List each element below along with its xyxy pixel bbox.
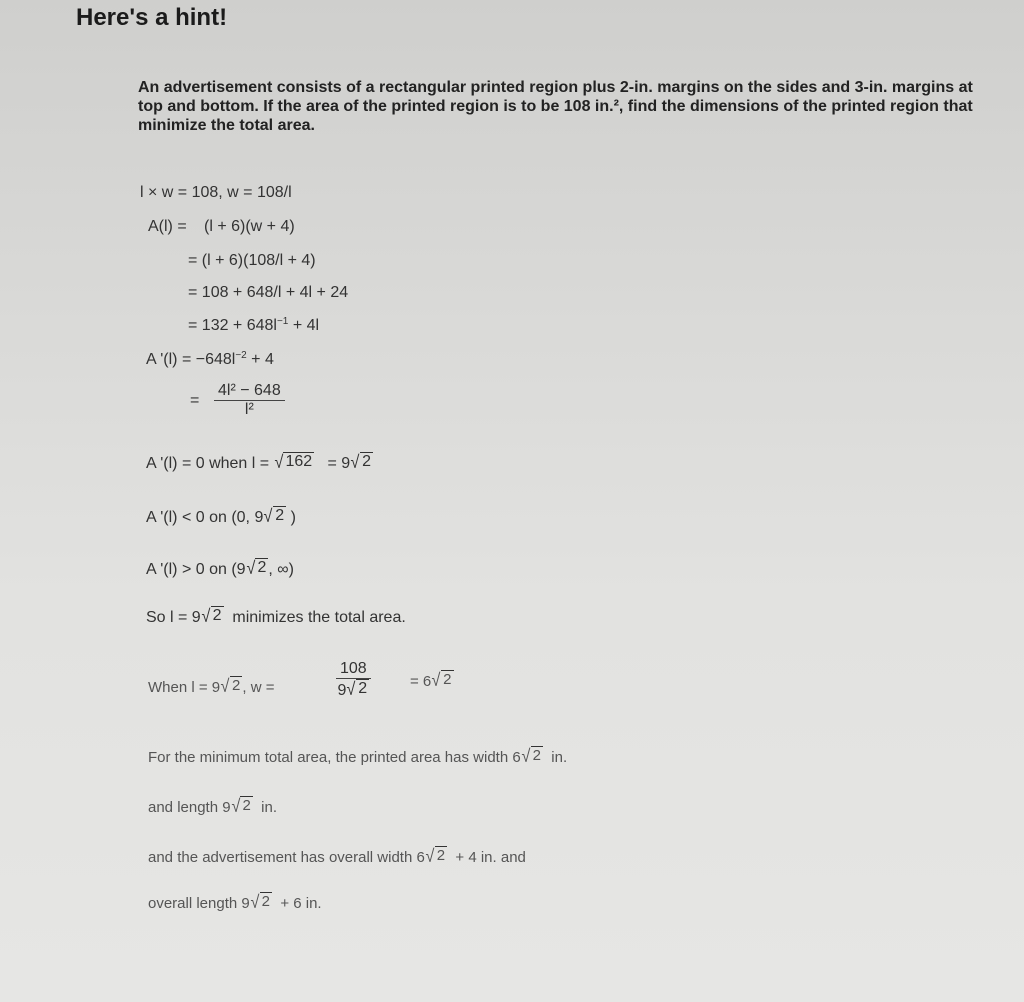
sqrt-2: √ 2 <box>431 670 452 690</box>
sqrt-2-radicand: 2 <box>443 671 452 688</box>
overall-length-part-a: overall length 9 <box>148 895 250 912</box>
sqrt-2-radicand: 2 <box>358 680 368 697</box>
sqrt-2-radicand: 2 <box>242 797 251 814</box>
overall-width-part-b: + 4 in. and <box>455 849 526 866</box>
sqrt-2: √ 2 <box>201 606 222 626</box>
sqrt-2: √ 2 <box>425 846 446 866</box>
sqrt-2: √ 2 <box>521 746 541 766</box>
width-result <box>410 670 454 690</box>
line5-part-b: + 4l <box>288 317 320 334</box>
width-calc-part-a: When l = 9 <box>148 679 221 696</box>
decreasing-part-a: A '(l) < 0 on (0, 9 <box>146 509 264 526</box>
sqrt-2: √ 2 <box>220 676 241 696</box>
sqrt-2: √ 2 <box>263 506 285 526</box>
sqrt-2-radicand: 2 <box>275 507 285 524</box>
derivative-part-b: + 4 <box>246 351 274 368</box>
conclusion-length-part-b: in. <box>261 799 277 816</box>
sqrt-2-radicand: 2 <box>261 893 270 910</box>
overall-width-line <box>148 846 526 866</box>
width-calc-part-b: , w = <box>242 679 275 696</box>
fraction-equals: = <box>190 392 200 409</box>
derivative-numerator: 4l² − 648 <box>214 382 285 401</box>
conclusion-part-b: minimizes the total area. <box>232 609 406 626</box>
sqrt-2-radicand: 2 <box>212 607 222 624</box>
overall-length-part-b: + 6 in. <box>280 895 322 912</box>
sqrt-2-radicand: 2 <box>362 453 371 470</box>
derivative-denominator: l² <box>244 401 254 418</box>
increasing-part-b: , ∞) <box>268 561 294 578</box>
derivative-fraction <box>214 382 285 419</box>
sqrt-2-radicand: 2 <box>436 847 446 864</box>
sqrt-2: √ 2 <box>346 679 368 699</box>
sqrt-2: √ 2 <box>231 796 251 816</box>
conclusion-length-line <box>148 796 277 816</box>
sqrt-2: √ 2 <box>350 452 371 472</box>
width-result-part: = 6 <box>410 673 432 690</box>
conclusion-part-a: So l = 9 <box>146 609 201 626</box>
critical-point-part-b: = 9 <box>327 455 351 472</box>
solution-line-4: = 108 + 648/l + 4l + 24 <box>188 284 349 301</box>
solution-line-5 <box>188 316 319 335</box>
conclusion-width-line <box>148 746 567 766</box>
decreasing-part-b: ) <box>290 509 296 526</box>
area-function-expression: (l + 6)(w + 4) <box>204 218 295 235</box>
conclusion-width-part-a: For the minimum total area, the printed area has width 6 <box>148 749 521 766</box>
increasing-interval-line <box>146 558 294 579</box>
width-denominator-coef: 9 <box>337 682 347 699</box>
derivative-line <box>146 350 274 369</box>
problem-statement: An advertisement consists of a rectangular printed region plus 2-in. margins on the sides and 3-in. margins at top and bottom. If the area of the printed region is to be 108 in.², find the dimensions of the printed region that minimize the total area. <box>138 79 973 134</box>
derivative-exponent: −2 <box>235 350 247 361</box>
solution-line-1: l × w = 108, w = 108/l <box>140 184 292 201</box>
decreasing-interval-line <box>146 506 296 527</box>
width-numerator: 108 <box>336 660 371 679</box>
sqrt-162-radicand: 162 <box>285 453 313 470</box>
line5-exponent: −1 <box>276 316 289 327</box>
width-calc-line <box>148 676 274 696</box>
sqrt-162: √ 162 <box>274 452 313 472</box>
increasing-part-a: A '(l) > 0 on (9 <box>146 561 246 578</box>
line5-part-a: = 132 + 648l <box>188 317 277 334</box>
critical-point-part-a: A '(l) = 0 when l = <box>146 455 270 472</box>
conclusion-length-part-a: and length 9 <box>148 799 231 816</box>
width-denominator <box>336 679 371 700</box>
overall-length-line <box>148 892 322 912</box>
width-fraction <box>336 660 371 700</box>
sqrt-2-radicand: 2 <box>532 747 541 764</box>
critical-point-line <box>146 452 373 473</box>
sqrt-2-radicand: 2 <box>232 677 241 694</box>
derivative-part-a: A '(l) = −648l <box>146 351 236 368</box>
sqrt-2: √ 2 <box>250 892 270 912</box>
sqrt-2: √ 2 <box>246 558 267 578</box>
conclusion-width-part-b: in. <box>551 749 568 766</box>
conclusion-line <box>146 606 406 627</box>
area-function-label: A(l) = <box>148 218 187 235</box>
sqrt-2-radicand: 2 <box>257 559 267 576</box>
overall-width-part-a: and the advertisement has overall width 6 <box>148 849 425 866</box>
solution-line-3: = (l + 6)(108/l + 4) <box>188 252 316 269</box>
hint-title: Here's a hint! <box>76 4 228 31</box>
